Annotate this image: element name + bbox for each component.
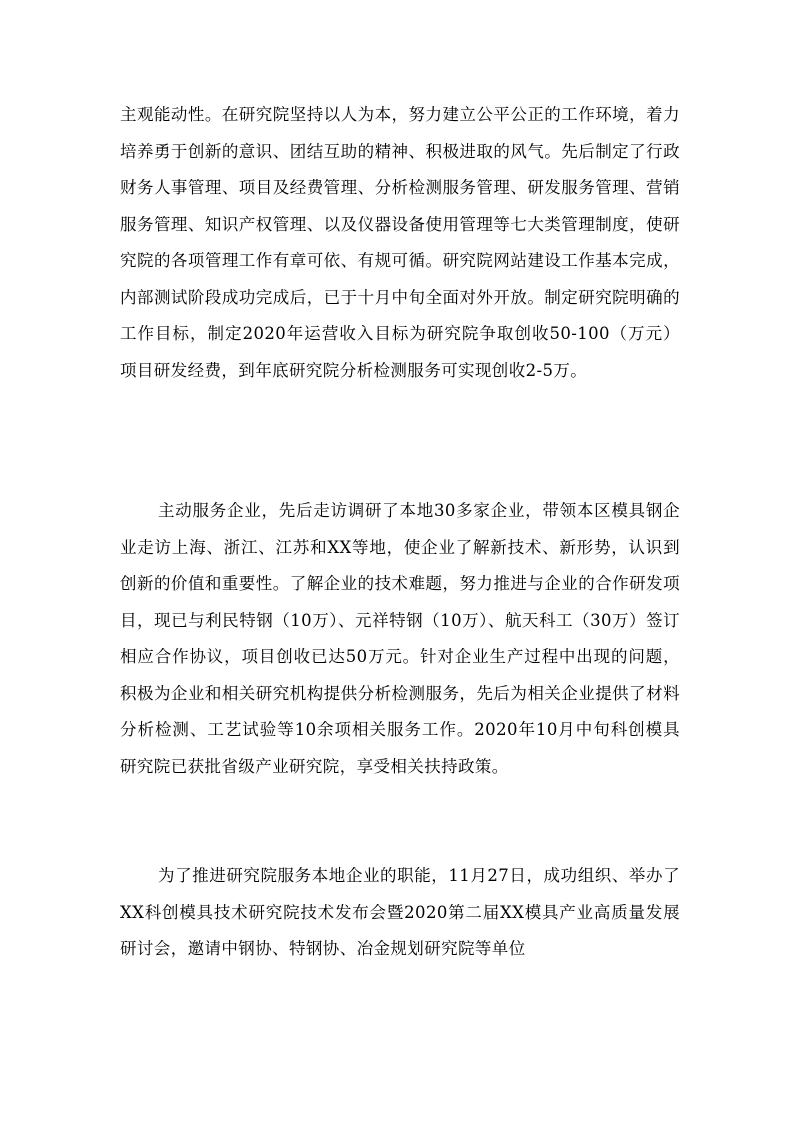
paragraph-enterprise-service: 主动服务企业，先后走访调研了本地30多家企业，带领本区模具钢企业走访上海、浙江、江苏和XX等地，使企业了解新技术、新形势，认识到创新的价值和重要性。了解企业的技术难题，努力推进与企业的合作研发项目，现已与利民特钢（10万）、元祥特钢（10万）、航天科工（30万）签订相应合作协议，项目创收已达50万元。针对企业生产过程中出现的问题，积极为企业和相关研究机构提供分析检测服务，先后为相关企业提供了材料分析检测、工艺试验等10余项相关服务工作。2020年10月中旬科创模具研究院已获批省级产业研究院，享受相关扶持政策。 [120,501,680,776]
paragraph-tech-conference: 为了推进研究院服务本地企业的职能，11月27日，成功组织、举办了XX科创模具技术研究院技术发布会暨2020第二届XX模具产业高质量发展研讨会，邀请中钢协、特钢协、冶金规划研究院等单位 [120,866,680,958]
paragraph-management-work: 主观能动性。在研究院坚持以人为本，努力建立公平公正的工作环境，着力培养勇于创新的意识、团结互助的精神、积极进取的风气。先后制定了行政财务人事管理、项目及经费管理、分析检测服务管理、研发服务管理、营销服务管理、知识产权管理、以及仪器设备使用管理等七大类管理制度，使研究院的各项管理工作有章可依、有规可循。研究院网站建设工作基本完成，内部测试阶段成功完成后，已于十月中旬全面对外开放。制定研究院明确的工作目标，制定2020年运营收入目标为研究院争取创收50-100（万元）项目研发经费，到年底研究院分析检测服务可实现创收2-5万。 [120,105,680,380]
